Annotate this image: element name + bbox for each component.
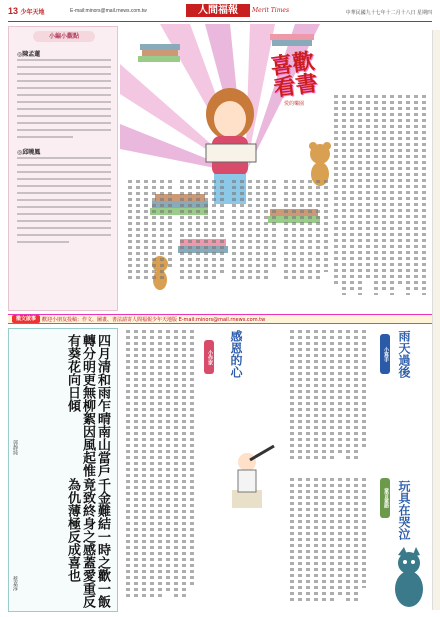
page-number — [8, 6, 45, 16]
editor-column-heading: 小編小觀點 — [33, 31, 95, 42]
calligraphy-poem-1: 四月清和雨乍晴南山當戶轉分明更無柳絮因風起惟有葵花向日傾 — [65, 334, 110, 477]
article-text-3 — [288, 478, 376, 610]
masthead-name: 人間福報 — [198, 5, 238, 16]
feature-title: 喜歡看書 — [268, 48, 320, 102]
submission-notice-text: 歡迎小朋友投稿：作文、圖畫、書法請寄人間福報少年天地版 E-mail:minors@mail.rnews.com.tw — [42, 317, 266, 323]
article-title-2: 雨天過後 — [397, 330, 411, 378]
submission-notice-strip — [8, 314, 440, 324]
article-text-2 — [288, 330, 376, 470]
submission-notice-tag: 徵文啟事 — [12, 315, 40, 323]
toy-cat-icon — [388, 545, 430, 611]
editor-column — [8, 26, 118, 311]
column-label-1: 小作家 — [204, 340, 214, 374]
article-title-1: 感恩的心 — [229, 330, 243, 378]
edge-index-strip — [432, 30, 440, 610]
page-header — [8, 6, 432, 22]
editor-text-block-1 — [17, 59, 111, 143]
feature-text-band — [120, 180, 440, 290]
masthead-en: Merit Times — [252, 7, 290, 14]
column-label-3: 童言童語 — [380, 478, 390, 518]
header-email[interactable]: E-mail:minors@mail.rnews.com.tw — [70, 8, 147, 14]
girl-with-telescope-icon — [212, 440, 282, 510]
header-date: 中華民國九十七年十二月十八日 星期四 — [345, 10, 432, 16]
article-text-1 — [124, 330, 202, 610]
article-title-3: 玩具在哭泣 — [397, 480, 411, 540]
masthead — [186, 4, 250, 17]
editor-author-1: ◎陳孟蓮 — [17, 51, 41, 58]
calligraphy-poem-2: 千金難結一時之歡一飯竟致終身之感蓋愛重反為仇薄極反成喜也 — [65, 478, 110, 608]
editor-text-block-2 — [17, 157, 111, 248]
section-name: 少年天地 — [20, 10, 45, 16]
feature-series: 愛的樂園 — [284, 101, 305, 107]
column-label-2: 小寫手 — [380, 334, 390, 374]
calligraphy-signature-2: 蔡嘉淳 — [12, 576, 18, 591]
editor-author-2: ◎邱曉鳳 — [17, 149, 41, 156]
page-number-value: 13 — [8, 6, 19, 16]
calligraphy-signature-1: 郭靜純 — [12, 440, 18, 455]
